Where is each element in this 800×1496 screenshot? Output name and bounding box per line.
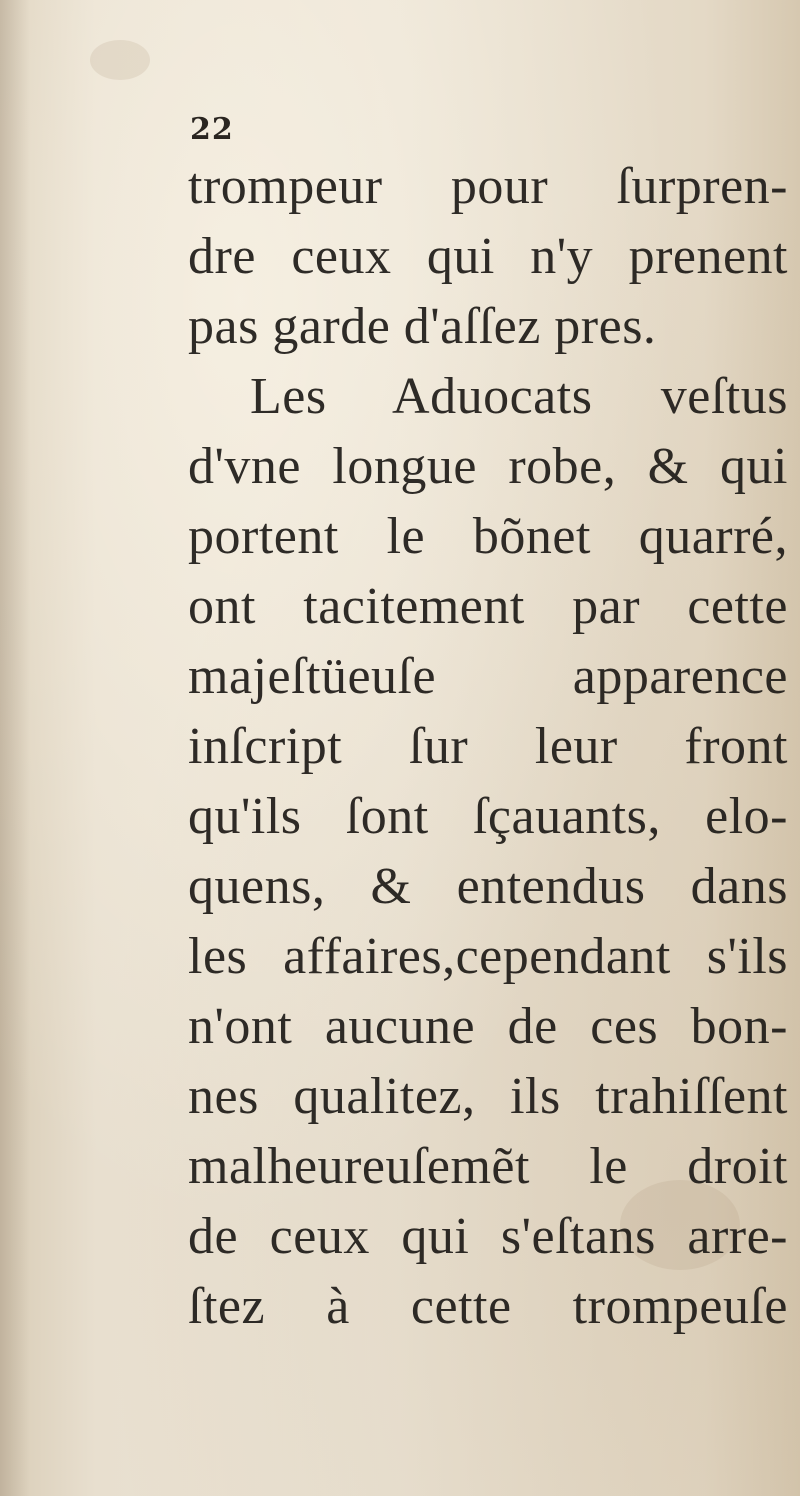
- text-line: portent le bõnet quarré,: [188, 508, 788, 565]
- text-line: d'vne longue robe, & qui: [188, 438, 788, 495]
- page-number: 22: [190, 112, 234, 147]
- paper-stain: [90, 40, 150, 80]
- text-line: n'ont aucune de ces bon-: [188, 998, 788, 1055]
- page-body-text: [188, 152, 788, 1342]
- text-line: les affaires,cependant s'ils: [188, 928, 788, 985]
- text-line: malheureuſemẽt le droit: [188, 1138, 788, 1195]
- text-line: Les Aduocats veſtus: [250, 368, 788, 425]
- text-line: dre ceux qui n'y prenent: [188, 228, 788, 285]
- page-gutter-shadow: [0, 0, 30, 1496]
- text-line: inſcript ſur leur front: [188, 718, 788, 775]
- text-line: quens, & entendus dans: [188, 858, 788, 915]
- text-line: qu'ils ſont ſçauants, elo-: [188, 788, 788, 845]
- text-line: ſtez à cette trompeuſe: [188, 1278, 788, 1335]
- text-line: ont tacitement par cette: [188, 578, 788, 635]
- text-line: nes qualitez, ils trahiſſent: [188, 1068, 788, 1125]
- text-line: trompeur pour ſurpren-: [188, 158, 788, 215]
- text-line: de ceux qui s'eſtans arre-: [188, 1208, 788, 1265]
- text-line: majeſtüeuſe apparence: [188, 648, 788, 705]
- text-line: pas garde d'aſſez pres.: [188, 298, 657, 355]
